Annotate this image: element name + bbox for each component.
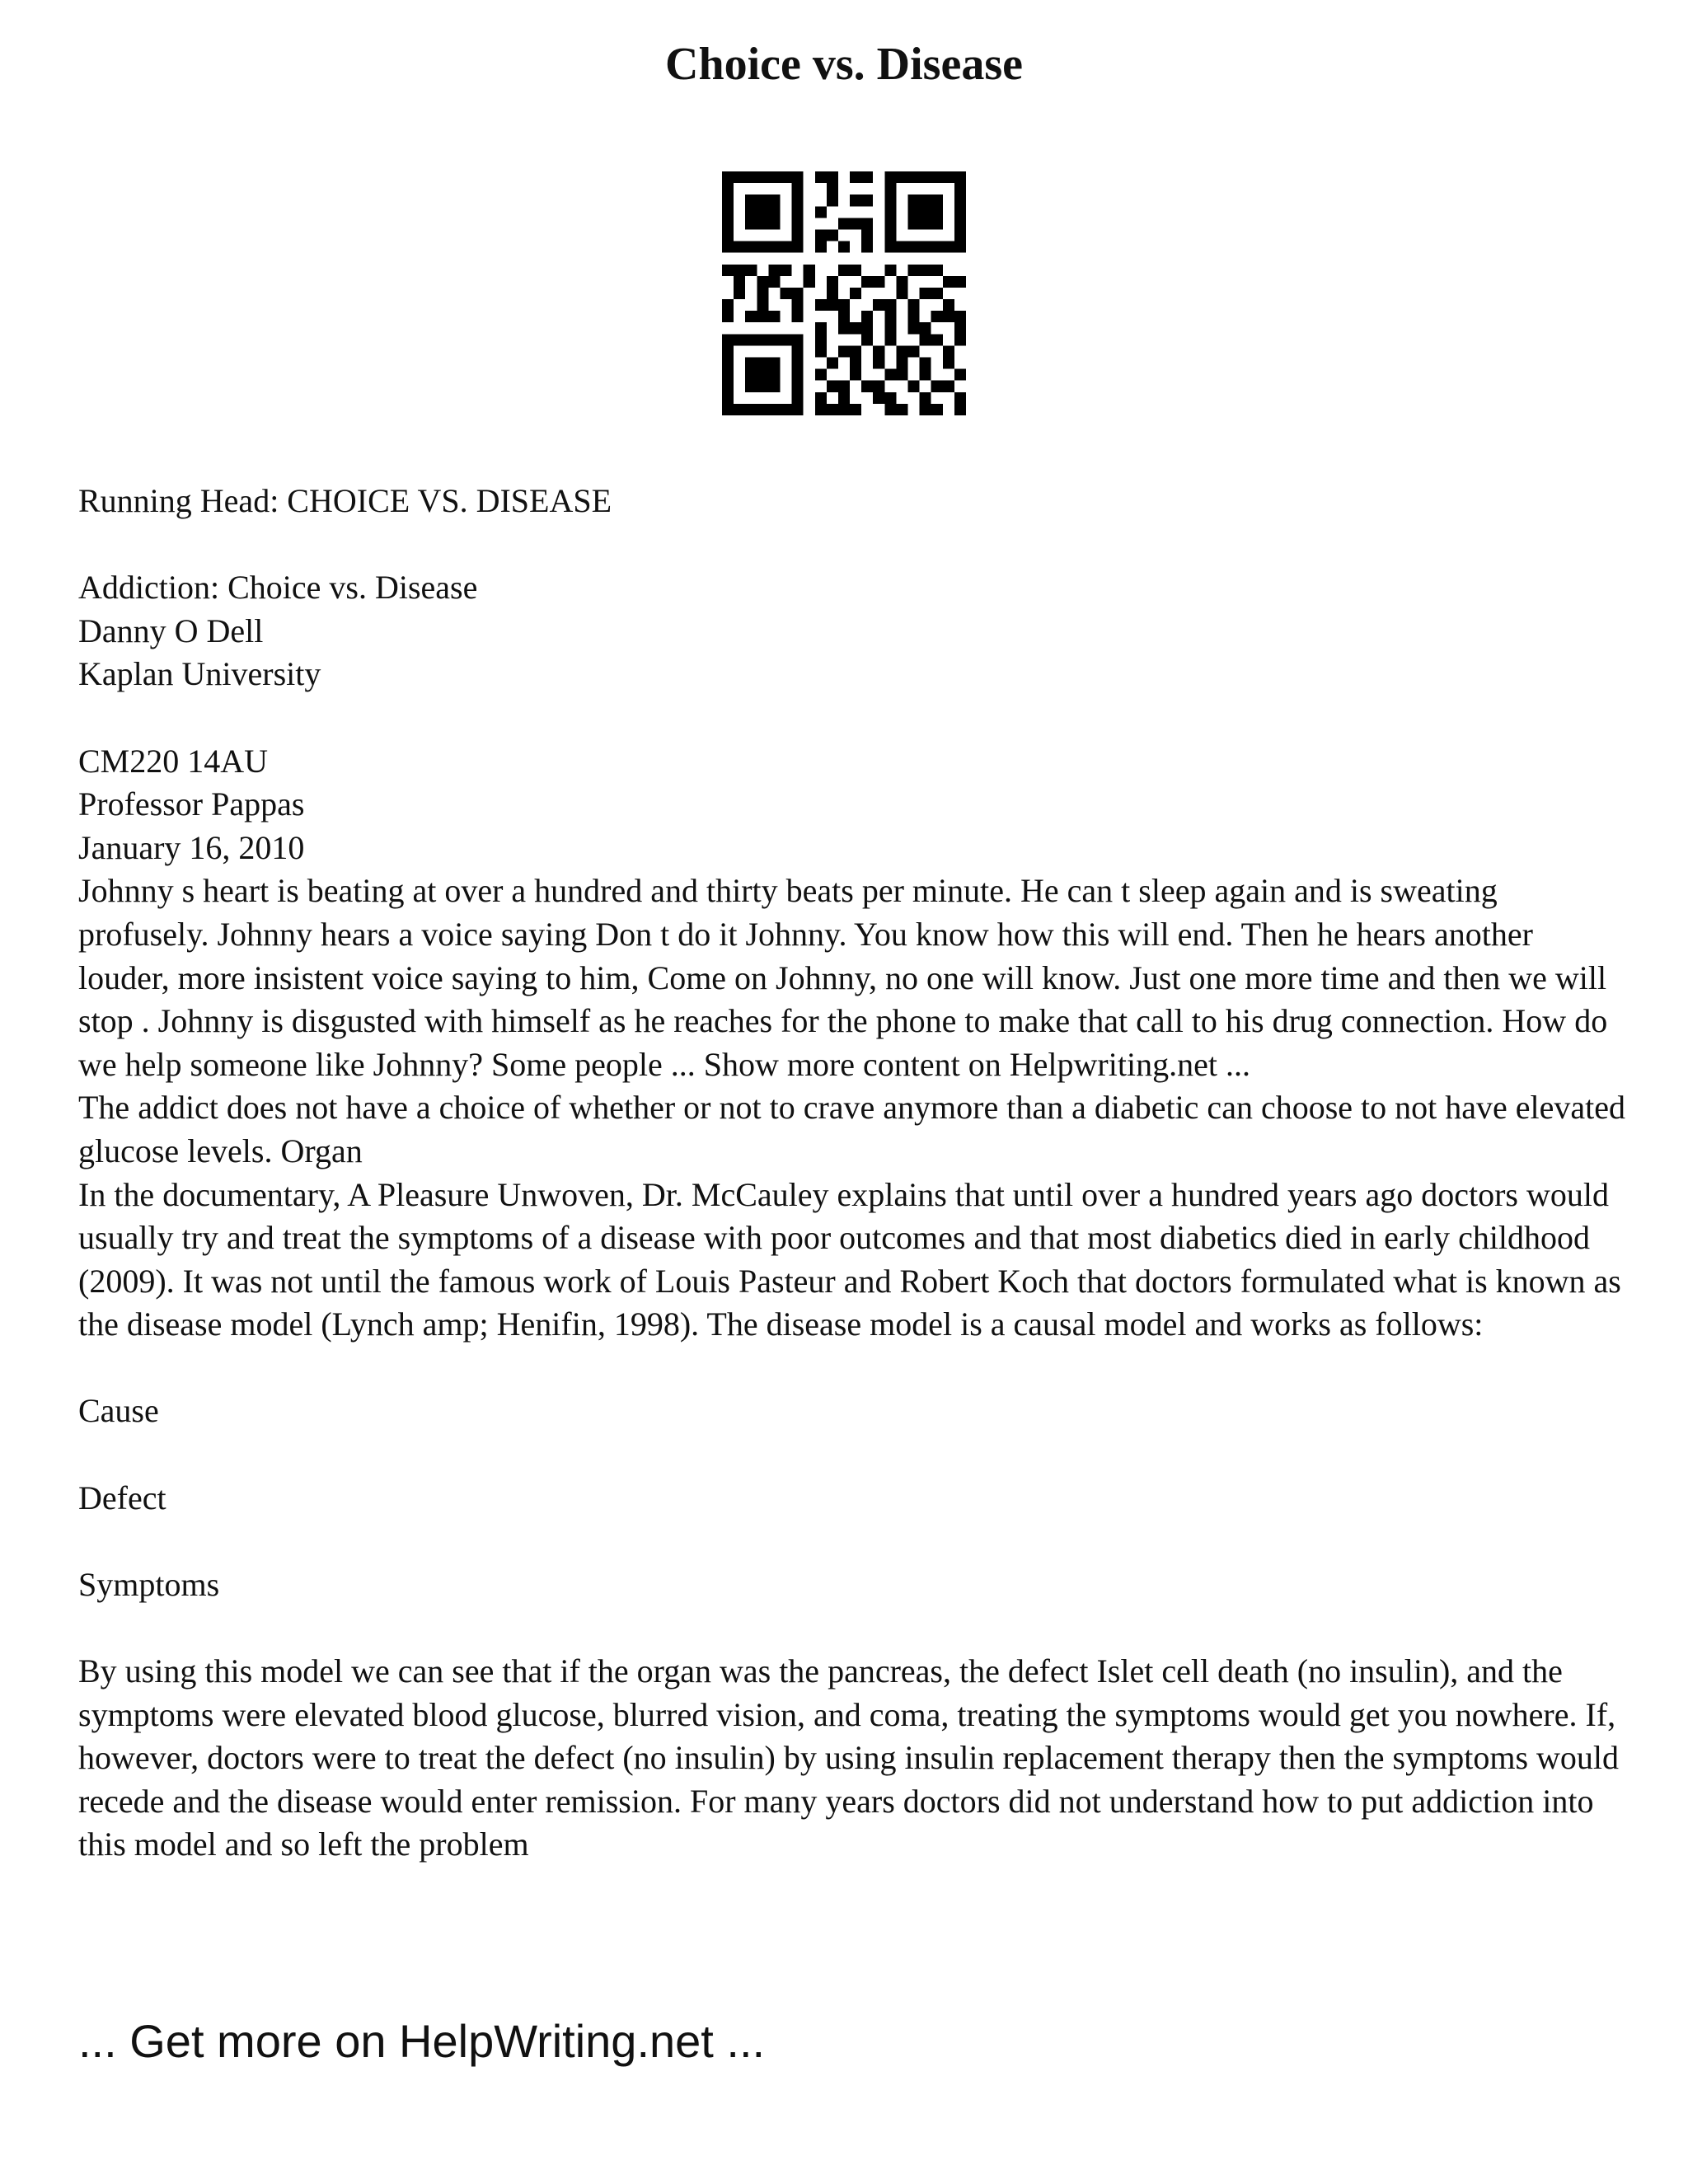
paragraph-pancreas-example: By using this model we can see that if the organ was the pancreas, the defect Islet cell death (no insulin), and the symptoms were elevated blood glucose, blurred vision, and coma, treating the symptoms would get you nowhere. If, however, doctors were to treat the defect (no insulin) by using insulin replacement therapy then the symptoms would recede and the disease would enter remission. For many years doctors did not understand how to put addiction into this model and so left the problem bbox=[78, 1652, 1628, 1863]
professor-name: Professor Pappas bbox=[78, 785, 305, 823]
paragraph-disease-model: In the documentary, A Pleasure Unwoven, Dr. McCauley explains that until over a hundred years ago doctors would usually try and treat the symptoms of a disease with poor outcomes and that most diabetics died in early childhood (2009). It was not until the famous work of Louis Pasteur and Robert Koch that doctors formulated what is known as the disease model (Lynch amp; Henifin, 1998). The disease model is a causal model and works as follows: bbox=[78, 1175, 1629, 1343]
author-name: Danny O Dell bbox=[78, 612, 264, 649]
model-step-cause: Cause bbox=[78, 1392, 159, 1430]
institution-name: Kaplan University bbox=[78, 655, 321, 693]
document-title: Choice vs. Disease bbox=[665, 39, 1023, 90]
get-more-link[interactable]: ... Get more on HelpWriting.net ... bbox=[78, 2015, 766, 2067]
qr-code-icon bbox=[722, 171, 966, 415]
paper-date: January 16, 2010 bbox=[78, 828, 305, 866]
model-step-defect: Defect bbox=[78, 1479, 166, 1516]
paragraph-addict-choice: The addict does not have a choice of whether or not to crave anymore than a diabetic can choose to not have elevated glucose levels. Organ bbox=[78, 1089, 1634, 1169]
running-head: Running Head: CHOICE VS. DISEASE bbox=[78, 482, 612, 519]
model-step-symptoms: Symptoms bbox=[78, 1565, 220, 1603]
course-code: CM220 14AU bbox=[78, 742, 269, 780]
paragraph-intro: Johnny s heart is beating at over a hundred and thirty beats per minute. He can t sleep again and is sweating profusely. Johnny hears a voice saying Don t do it Johnny. You know how this will end. Then he hears another louder, more insistent voice saying to him, Come on Johnny, no one will know. Just one more time and then we will stop . Johnny is disgusted with himself as he reaches for the phone to make that call to his drug connection. How do we help someone like Johnny? Some people ... Show more content on Helpwriting.net ... bbox=[78, 872, 1616, 1083]
paper-title: Addiction: Choice vs. Disease bbox=[78, 569, 478, 607]
document-body bbox=[78, 480, 1634, 1867]
